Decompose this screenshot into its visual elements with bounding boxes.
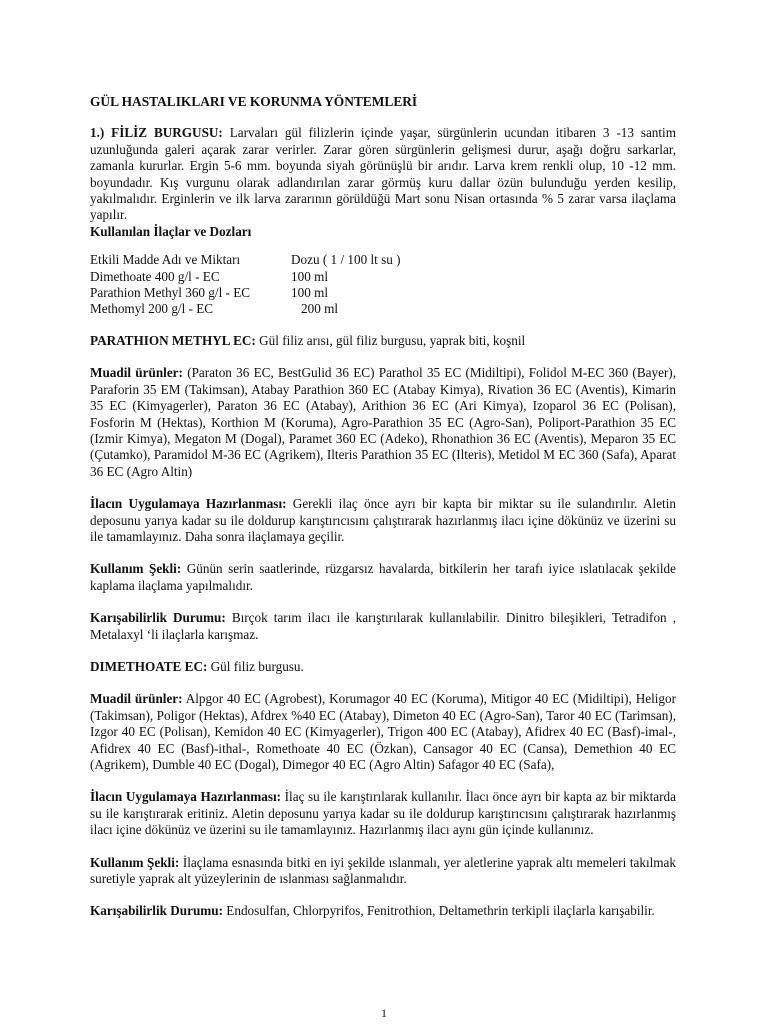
dimethoate-mix (90, 903, 676, 919)
muadil-text: (Paraton 36 EC, BestGulid 36 EC) Parathol 35 EC (Midiltipi), Folidol M-EC 360 (Bayer), Paraforin 35 EM (Takimsan), Atabay Parathion 360 EC (Atabay Kimya), Rivation 36 EC (Aventis), Kimarin 35 EC (Kimyagerler), Paraton 36 EC (Atabay), Arithion 36 EC (Ari Kimya), Izoparol 36 EC (Polisan), Fosforin M (Hektas), Korthion M (Koruma), Agro-Parathion 35 EC (Agro-San), Poliport-Parathion 35 EC (Izmir Kimya), Megaton M (Dogal), Paramet 360 EC (Adeko), Rhonathion 36 EC (Aventis), Meparon 35 EC (Çutamko), Paramidol M-36 EC (Agrikem), Ilteris Parathion 35 EC (Ilteris), Metidol M EC 360 (Safa), Aparat 36 EC (Agro Altin) (90, 365, 676, 479)
page-title: GÜL HASTALIKLARI VE KORUNMA YÖNTEMLERİ (90, 94, 418, 109)
prep-label: İlacın Uygulamaya Hazırlanması: (90, 789, 282, 805)
dose-row-name: Methomyl 200 g/l - EC (90, 301, 214, 317)
section-filiz-burgusu (90, 125, 676, 223)
parathion-text: Gül filiz arısı, gül filiz burgusu, yaprak biti, koşnil (255, 332, 526, 348)
document-page (90, 94, 676, 936)
dose-table (90, 252, 676, 318)
use-label: Kullanım Şekli: (90, 561, 182, 577)
dimethoate-heading: DIMETHOATE EC: (90, 658, 208, 674)
mix-label: Karışabilirlik Durumu: (90, 903, 223, 919)
parathion-paragraph (90, 333, 676, 349)
dose-table-header (90, 252, 676, 268)
page-number: 1 (381, 1006, 387, 1020)
muadil-text: Alpgor 40 EC (Agrobest), Korumagor 40 EC (Koruma), Mitigor 40 EC (Midiltipi), Heligor (Takimsan), Poligor (Hektas), Afdrex %40 EC (Atabay), Dimeton 40 EC (Agro-San), Taror 40 EC (Tarimsan), Izgor 40 EC (Polisan), Kemidon 40 EC (Kimyagerler), Trigon 400 EC (Atabay), Afidrex 40 EC (Basf)-imal-, Afidrex 40 EC (Basf)-ithal-, Romethoate 40 EC (Özkan), Cansagor 40 EC (Cansa), Demethion 40 EC (Agrikem), Dumble 40 EC (Dogal), Dimegor 40 EC (Agro Altin) Safagor 40 EC (Safa), (90, 691, 677, 772)
use-text: Günün serin saatlerinde, rüzgarsız havalarda, bitkilerin her tarafı iyice ıslatılacak şekilde kaplama ilaçlama yapılmalıdır. (90, 561, 676, 593)
parathion-use (90, 561, 676, 594)
prep-text: Gerekli ilaç önce ayrı bir kapta bir miktar su ile sulandırılır. Aletin deposunu yarıya kadar su ile doldurup karıştırıcısını çalıştırarak hazırlanmış ilacı içine dökünüz ve üzerini su ile tamamlayınız. Daha sonra ilaçlamaya geçilir. (90, 496, 676, 544)
parathion-heading: PARATHION METHYL EC: (90, 332, 256, 348)
prep-text: İlaç su ile karıştırılarak kullanılır. İlacı önce ayrı bir kapta az bir miktarda su ile karıştırarak eritiniz. Aletin deposunu yarıya kadar su ile doldurup karıştırıcısını çalıştırarak hazırlanmış ilacı içine dökünüz ve üzerini su ile tamamlayınız. Hazırlanmış ilacı aynı gün içinde kullanınız. (90, 789, 676, 838)
dose-row-dose: 100 ml (291, 285, 328, 301)
dose-header-dose: Dozu ( 1 / 100 lt su ) (291, 252, 401, 268)
dose-header-name: Etkili Madde Adı ve Miktarı (90, 252, 241, 268)
muadil-label: Muadil ürünler: (90, 691, 183, 707)
section-text: Larvaları gül filizlerin içinde yaşar, sürgünlerin ucundan itibaren 3 -13 santim uzunluğunda galeri açarak zarar verirler. Zarar gören sürgünlerin gelişmesi durur, aşağı doğru sarkarlar, zamanla kururlar. Ergin 5-6 mm. boyunda siyah görünüşlü bir arıdır. Larva krem renkli olup, 10 -12 mm. boyundadır. Kış vurgunu olarak adlandırılan zarar görmüş kuru dallar özün bulunduğu yerden kesilip, yakılmalıdır. Erginlerin ve ilk larva zararının görüldüğü Mart sonu Nisan ortasında % 5 zarar varsa ilaçlama yapılır. (90, 125, 676, 223)
dimethoate-use (90, 855, 676, 888)
use-text: İlaçlama esnasında bitki en iyi şekilde ıslanmalı, yer aletlerine yaprak altı memeleri takılmak suretiyle yaprak alt yüzeylerinin de ıslanması sağlanmalıdır. (90, 854, 676, 887)
dose-row (90, 301, 676, 317)
dimethoate-text: Gül filiz burgusu. (207, 658, 304, 674)
dose-row-dose: 200 ml (301, 301, 338, 317)
use-label: Kullanım Şekli: (90, 854, 180, 870)
parathion-muadil (90, 365, 676, 480)
mix-label: Karışabilirlik Durumu: (90, 610, 226, 626)
drugs-heading: Kullanılan İlaçlar ve Dozları (90, 223, 252, 239)
dose-row (90, 285, 676, 301)
dimethoate-muadil (90, 691, 676, 773)
dose-row-name: Parathion Methyl 360 g/l - EC (90, 285, 251, 301)
prep-label: İlacın Uygulamaya Hazırlanması: (90, 496, 287, 512)
dose-row-dose: 100 ml (291, 268, 328, 284)
dose-row (90, 269, 676, 285)
dimethoate-paragraph (90, 659, 676, 675)
section-heading: 1.) FİLİZ BURGUSU: (90, 125, 223, 141)
mix-text: Bırçok tarım ilacı ile karıştırılarak kullanılabilir. Dinitro bileşikleri, Tetradifon , Metalaxyl ‘li ilaçlarla karışmaz. (90, 610, 676, 642)
dimethoate-prep (90, 789, 676, 838)
dose-row-name: Dimethoate 400 g/l - EC (90, 268, 220, 284)
parathion-mix (90, 610, 676, 643)
mix-text: Endosulfan, Chlorpyrifos, Fenitrothion, Deltamethrin terkipli ilaçlarla karışabilir. (223, 903, 655, 919)
parathion-prep (90, 496, 676, 545)
muadil-label: Muadil ürünler: (90, 365, 183, 381)
